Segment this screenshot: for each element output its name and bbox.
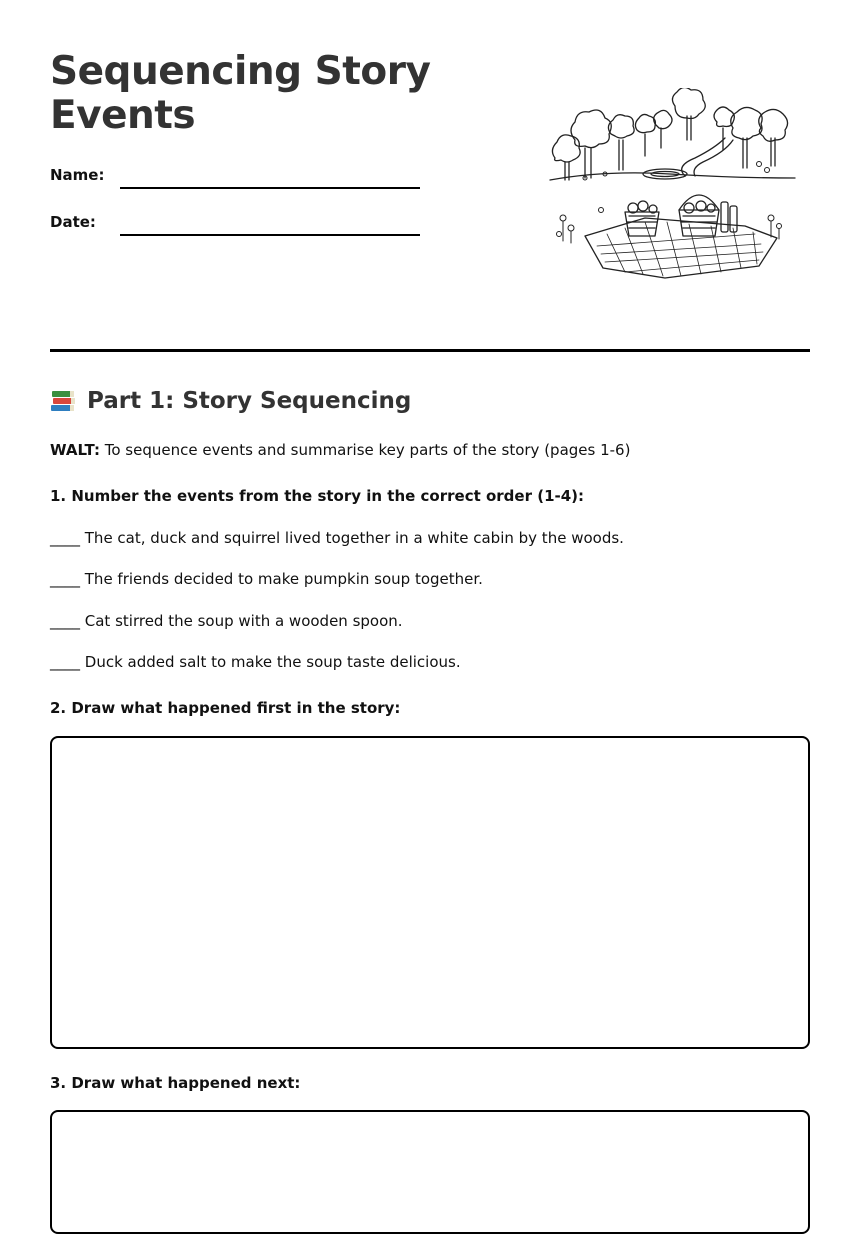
question-3: 3. Draw what happened next:	[50, 1074, 301, 1092]
question-1: 1. Number the events from the story in the correct order (1-4):	[50, 487, 585, 505]
question-2: 2. Draw what happened first in the story:	[50, 699, 401, 717]
event-item[interactable]: ____ Duck added salt to make the soup taste delicious.	[50, 653, 461, 671]
walt-label: WALT:	[50, 441, 100, 459]
part1-heading	[50, 388, 411, 414]
event-item[interactable]: ____ The friends decided to make pumpkin soup together.	[50, 570, 483, 588]
drawing-box-first[interactable]	[50, 736, 810, 1049]
name-label: Name:	[50, 166, 105, 184]
books-icon	[50, 388, 78, 414]
date-label: Date:	[50, 213, 96, 231]
walt-line	[50, 441, 630, 459]
name-field[interactable]	[120, 187, 420, 189]
part1-heading-text: Part 1: Story Sequencing	[87, 388, 412, 414]
event-item[interactable]: ____ Cat stirred the soup with a wooden spoon.	[50, 612, 403, 630]
walt-text: To sequence events and summarise key parts of the story (pages 1-6)	[99, 441, 631, 459]
page-title: Sequencing Story Events	[50, 49, 431, 138]
event-item[interactable]: ____ The cat, duck and squirrel lived together in a white cabin by the woods.	[50, 529, 624, 547]
date-field[interactable]	[120, 234, 420, 236]
section-divider	[50, 349, 810, 352]
drawing-box-next[interactable]	[50, 1110, 810, 1234]
picnic-scene-illustration	[545, 88, 800, 283]
